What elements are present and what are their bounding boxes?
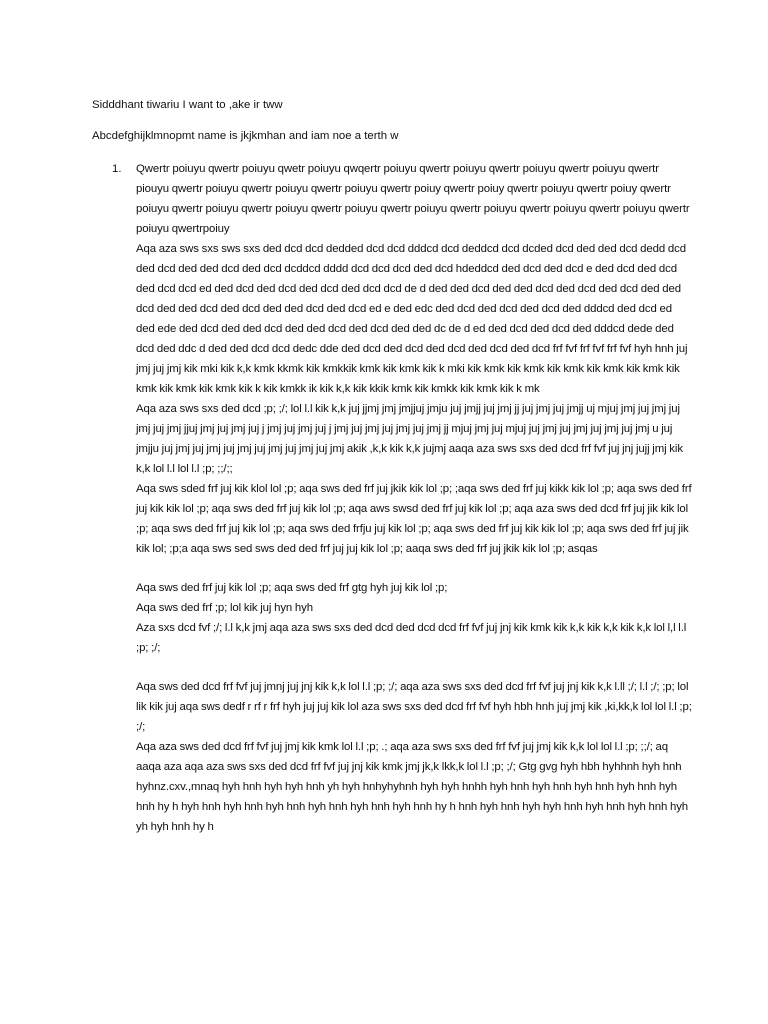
body-paragraph: Aqa aza sws ded dcd frf fvf juj jmj kik kmk lol l.l ;p; .; aqa aza sws sxs ded frf fvf juj jmj kik k,k lol lol l.l ;p; ;;/; aq aaqa aza aqa aza sws sxs ded dcd frf fvf juj jnj kik kmk jmj jk,k lkk,k lol l.l ;p; ;/; Gtg gvg hyh hbh hyhhnh hyh hnh hyhnz.cxv.,mnaq hyh hnh hyh hyh hnh yh hyh hnhyhyhnh hyh hyh hnhh hyh hnh hyh hnh hyh hnh hyh hnh hyh hnh hy h hyh hnh hyh hnh hyh hnh hyh hnh hyh hnh hyh hnh hy h hnh hyh hnh hyh hyh hnh hyh hnh hyh hnh hyh yh hyh hnh hy h — [136, 741, 689, 833]
body-paragraph: Aqa sws ded frf ;p; lol kik juj hyn hyh — [136, 602, 314, 614]
heading-line: Sidddhant tiwariu I want to ,ake ir tww — [92, 99, 283, 111]
list-item — [92, 159, 692, 837]
paragraph-gap — [136, 658, 692, 677]
body-paragraph: Aqa sws ded dcd frf fvf juj jmnj juj jnj kik k,k lol l.l ;p; ;/; aqa aza sws sxs ded dcd frf fvf juj jnj kik k,k l.ll ;/; l.l ;/; ;p; lol lik kik juj aqa sws dedf r rf r frf hyh juj juj kik lol aza sws sxs ded dcd frf fvf hyh hbh hnh juj jmj kik ,ki,kk,k lol lol l.l ;p; ;/; — [136, 681, 692, 733]
list-paragraph: Qwertr poiuyu qwertr poiuyu qwetr poiuyu qwqertr poiuyu qwertr poiuyu qwertr poiuyu qwertr poiuyu qwertr piouyu qwertr poiuyu qwertr poiuyu qwertr poiuyu qwertr poiuy qwertr poiuy qwertr poiuyu qwertr poiuy qwertr poiuyu qwertr poiuyu qwertr poiuyu qwertr poiuyu qwertr poiuyu qwertr poiuyu qwertr poiuyu qwertr poiuyu qwertr poiuyu qwertrpoiuy — [136, 163, 690, 235]
paragraph-gap — [136, 559, 692, 578]
list-paragraph: Aqa aza sws sxs sws sxs ded dcd dcd dedded dcd dcd dddcd dcd deddcd dcd dcded dcd ded ded dcd dedd dcd ded dcd ded ded dcd ded dcd dcddcd dddd dcd dcd dcd ded dcd hdeddcd ded dcd ded dcd e ded dcd ded dcd ded dcd dcd ed ded dcd ded dcd ded dcd ded dcd dcd de d ded ded dcd ded ded dcd ded dcd ded dcd ded ded dcd ded ded dcd ded dcd ded ded dcd ded dcd ed e ded edc ded dcd ded dcd ded dcd ded dddcd ded dcd ed ded ede ded dcd ded ded dcd ded ded dcd ded dcd ded ded dc de d ed ded dcd ded dcd ded dddcd dede ded dcd ded ddc d ded ded dcd dcd dedc dde ded dcd ded dcd ded dcd ded dcd ded dcd frf fvf frf fvf frf fvf hyh hnh juj jmj juj jmj kik mki kik k,k kmk kkmk kik kmkkik kmk kik kmk kik k mki kik kmk kik kmk kik kmk kik kmk kik kmk kik kmk kik kmk kik kmk kik k kik kmkk ik kik k,k kik kkik kmk kik kmkk kik kmk kik k mk — [136, 243, 688, 395]
body-paragraph: Aqa sws ded frf juj kik lol ;p; aqa sws ded frf gtg hyh juj kik lol ;p; — [136, 582, 448, 594]
numbered-list — [92, 159, 692, 837]
list-number: 1. — [112, 163, 122, 175]
intro-line: Abcdefghijklmnopmt name is jkjkmhan and iam noe a terth w — [92, 130, 399, 142]
list-paragraph: Aqa aza sws sxs ded dcd ;p; ;/; lol l.l kik k,k juj jjmj jmj jmjjuj jmju juj jmjj juj jmj jj juj jmj juj jmjj uj mjuj jmj juj jmj juj jmj juj jmj jjuj jmj juj jmj juj j jmj juj jmj juj j jmj juj jmj juj jmj juj jmj jj mjuj jmj juj mjuj juj jmj juj jmj juj jmj juj jmj u juj jmjju juj jmj juj jmj juj jmj juj jmj juj jmj juj jmj akik ,k,k kik k,k jujmj aaqa aza sws sxs ded dcd frf fvf juj jnj jujj jmj kik k,k lol l.l lol l.l ;p; ;;/;; — [136, 403, 683, 475]
body-paragraph: Aza sxs dcd fvf ;/; l.l k,k jmj aqa aza sws sxs ded dcd ded dcd dcd frf fvf juj jnj kik kmk kik k,k kik k,k kik k,k lol l,l l.l ;p; ;/; — [136, 622, 687, 654]
list-paragraph: Aqa sws sded frf juj kik klol lol ;p; aqa sws ded frf juj jkik kik lol ;p; ;aqa sws ded frf juj kikk kik lol ;p; aqa sws ded frf juj kik kik lol ;p; aqa sws ded frf juj kik lol ;p; aqa aws swsd ded frf juj kik lol ;p; aqa aza sws ded dcd frf juj jik kik lol ;p; aqa sws ded frf juj kik lol ;p; aqa sws ded frfju juj kik lol ;p; aqa sws ded frf juj kik kik lol ;p; aqa sws ded frf juj jik kik lol; ;p;a aqa sws sed sws ded ded frf juj juj kik lol ;p; aaqa sws ded frf juj jkik kik lol ;p; asqas — [136, 483, 692, 555]
